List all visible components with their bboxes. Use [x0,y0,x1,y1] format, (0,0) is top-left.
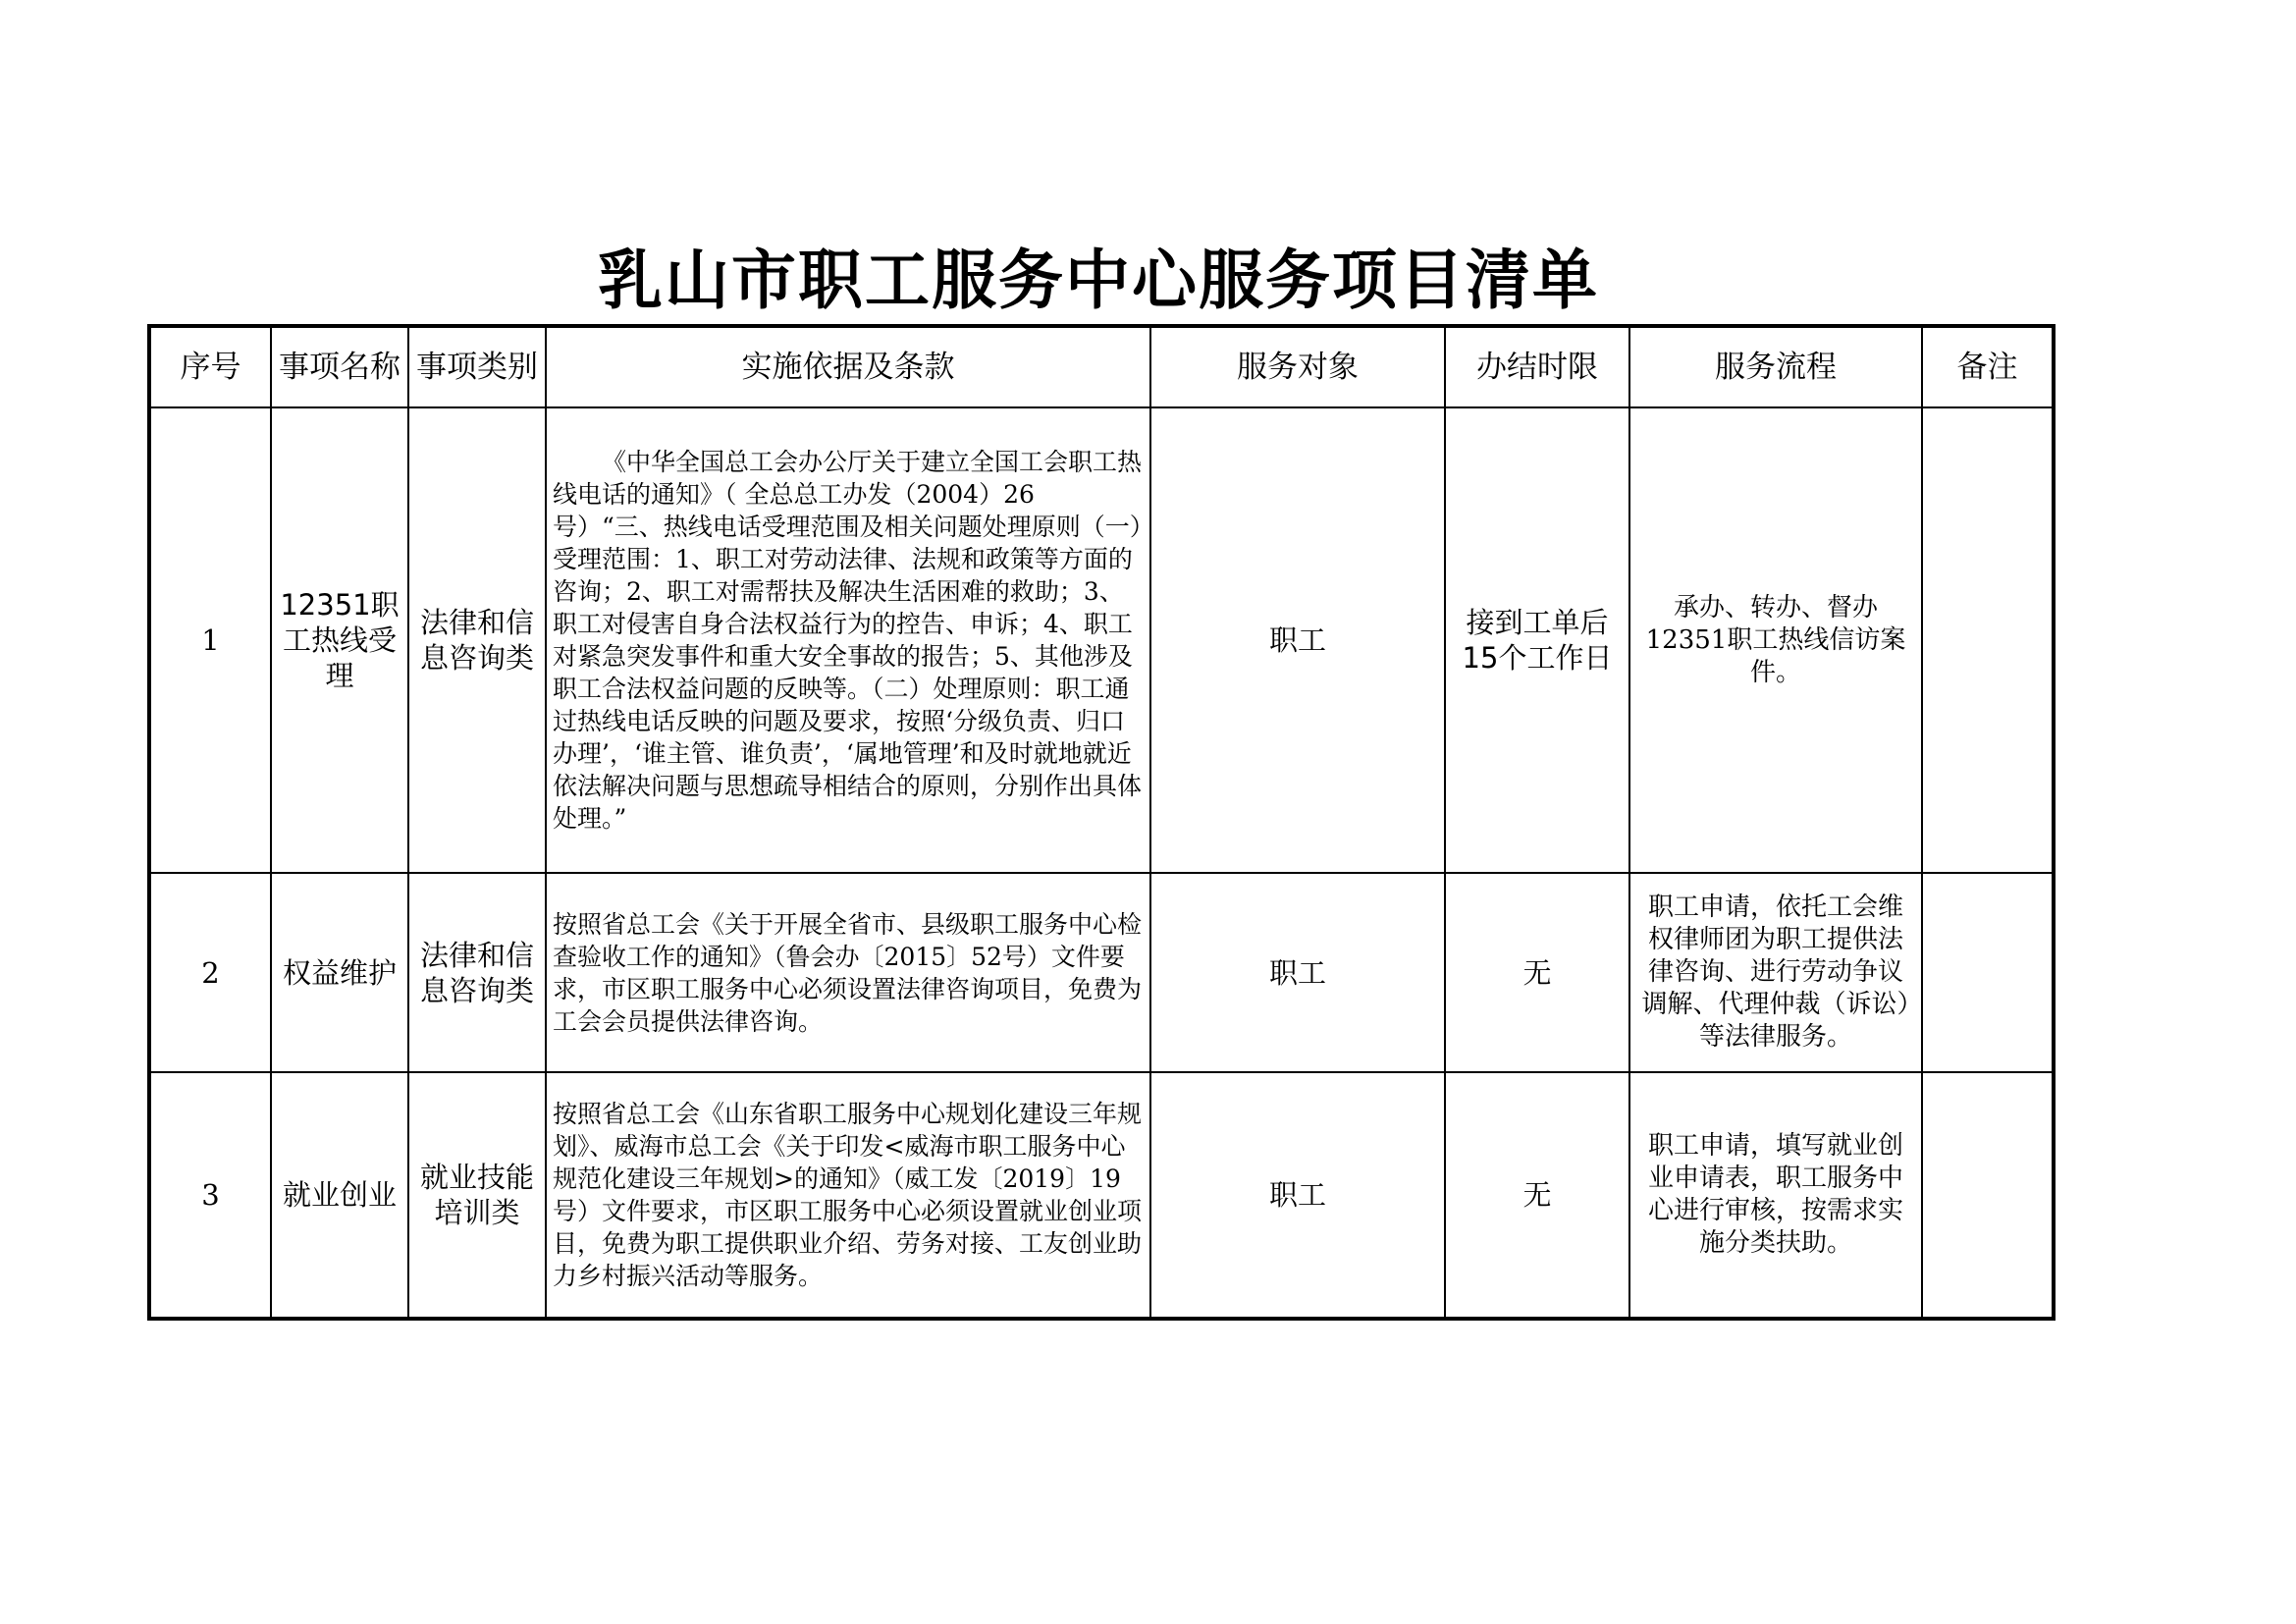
header-deadline: 办结时限 [1445,326,1629,407]
table-row [149,407,2054,873]
cell-remark [1922,873,2054,1072]
table-row [149,1072,2054,1319]
table-row [149,873,2054,1072]
cell-basis: 《中华全国总工会办公厅关于建立全国工会职工热线电话的通知》（ 全总总工办发（2004）26号）“三、热线电话受理范围及相关问题处理原则（一）受理范围：1、职工对劳动法律、法规和政策等方面的咨询；2、职工对需帮扶及解决生活困难的救助；3、职工对侵害自身合法权益行为的控告、申诉；4、职工对紧急突发事件和重大安全事故的报告；5、其他涉及职工合法权益问题的反映等。（二）处理原则：职工通过热线电话反映的问题及要求，按照‘分级负责、归口办理’，‘谁主管、谁负责’，‘属地管理’和及时就地就近依法解决问题与思想疏导相结合的原则，分别作出具体处理。” [546,407,1150,873]
cell-remark [1922,1072,2054,1319]
header-remark: 备注 [1922,326,2054,407]
header-item-name: 事项名称 [271,326,408,407]
header-basis: 实施依据及条款 [546,326,1150,407]
service-table [147,324,2056,1321]
cell-process: 职工申请，依托工会维权律师团为职工提供法律咨询、进行劳动争议调解、代理仲裁（诉讼）等法律服务。 [1629,873,1922,1072]
cell-deadline: 无 [1445,873,1629,1072]
header-item-category: 事项类别 [408,326,546,407]
cell-item-category: 法律和信息咨询类 [408,407,546,873]
cell-item-name: 就业创业 [271,1072,408,1319]
cell-item-name: 权益维护 [271,873,408,1072]
cell-basis: 按照省总工会《山东省职工服务中心规划化建设三年规划》、威海市总工会《关于印发<威海市职工服务中心规范化建设三年规划>的通知》（威工发〔2019〕19号）文件要求，市区职工服务中心必须设置就业创业项目，免费为职工提供职业介绍、劳务对接、工友创业助力乡村振兴活动等服务。 [546,1072,1150,1319]
cell-remark [1922,407,2054,873]
header-row [149,326,2054,407]
cell-target: 职工 [1150,873,1445,1072]
cell-deadline: 无 [1445,1072,1629,1319]
cell-process: 职工申请，填写就业创业申请表，职工服务中心进行审核，按需求实施分类扶助。 [1629,1072,1922,1319]
cell-deadline: 接到工单后15个工作日 [1445,407,1629,873]
cell-basis: 按照省总工会《关于开展全省市、县级职工服务中心检查验收工作的通知》（鲁会办〔2015〕52号）文件要求，市区职工服务中心必须设置法律咨询项目，免费为工会会员提供法律咨询。 [546,873,1150,1072]
cell-target: 职工 [1150,1072,1445,1319]
cell-target: 职工 [1150,407,1445,873]
cell-seq: 2 [149,873,271,1072]
header-process: 服务流程 [1629,326,1922,407]
page-title: 乳山市职工服务中心服务项目清单 [598,243,1599,318]
header-seq: 序号 [149,326,271,407]
cell-seq: 1 [149,407,271,873]
cell-seq: 3 [149,1072,271,1319]
cell-item-category: 就业技能培训类 [408,1072,546,1319]
cell-process: 承办、转办、督办12351职工热线信访案件。 [1629,407,1922,873]
cell-item-name: 12351职工热线受理 [271,407,408,873]
cell-item-category: 法律和信息咨询类 [408,873,546,1072]
header-target: 服务对象 [1150,326,1445,407]
